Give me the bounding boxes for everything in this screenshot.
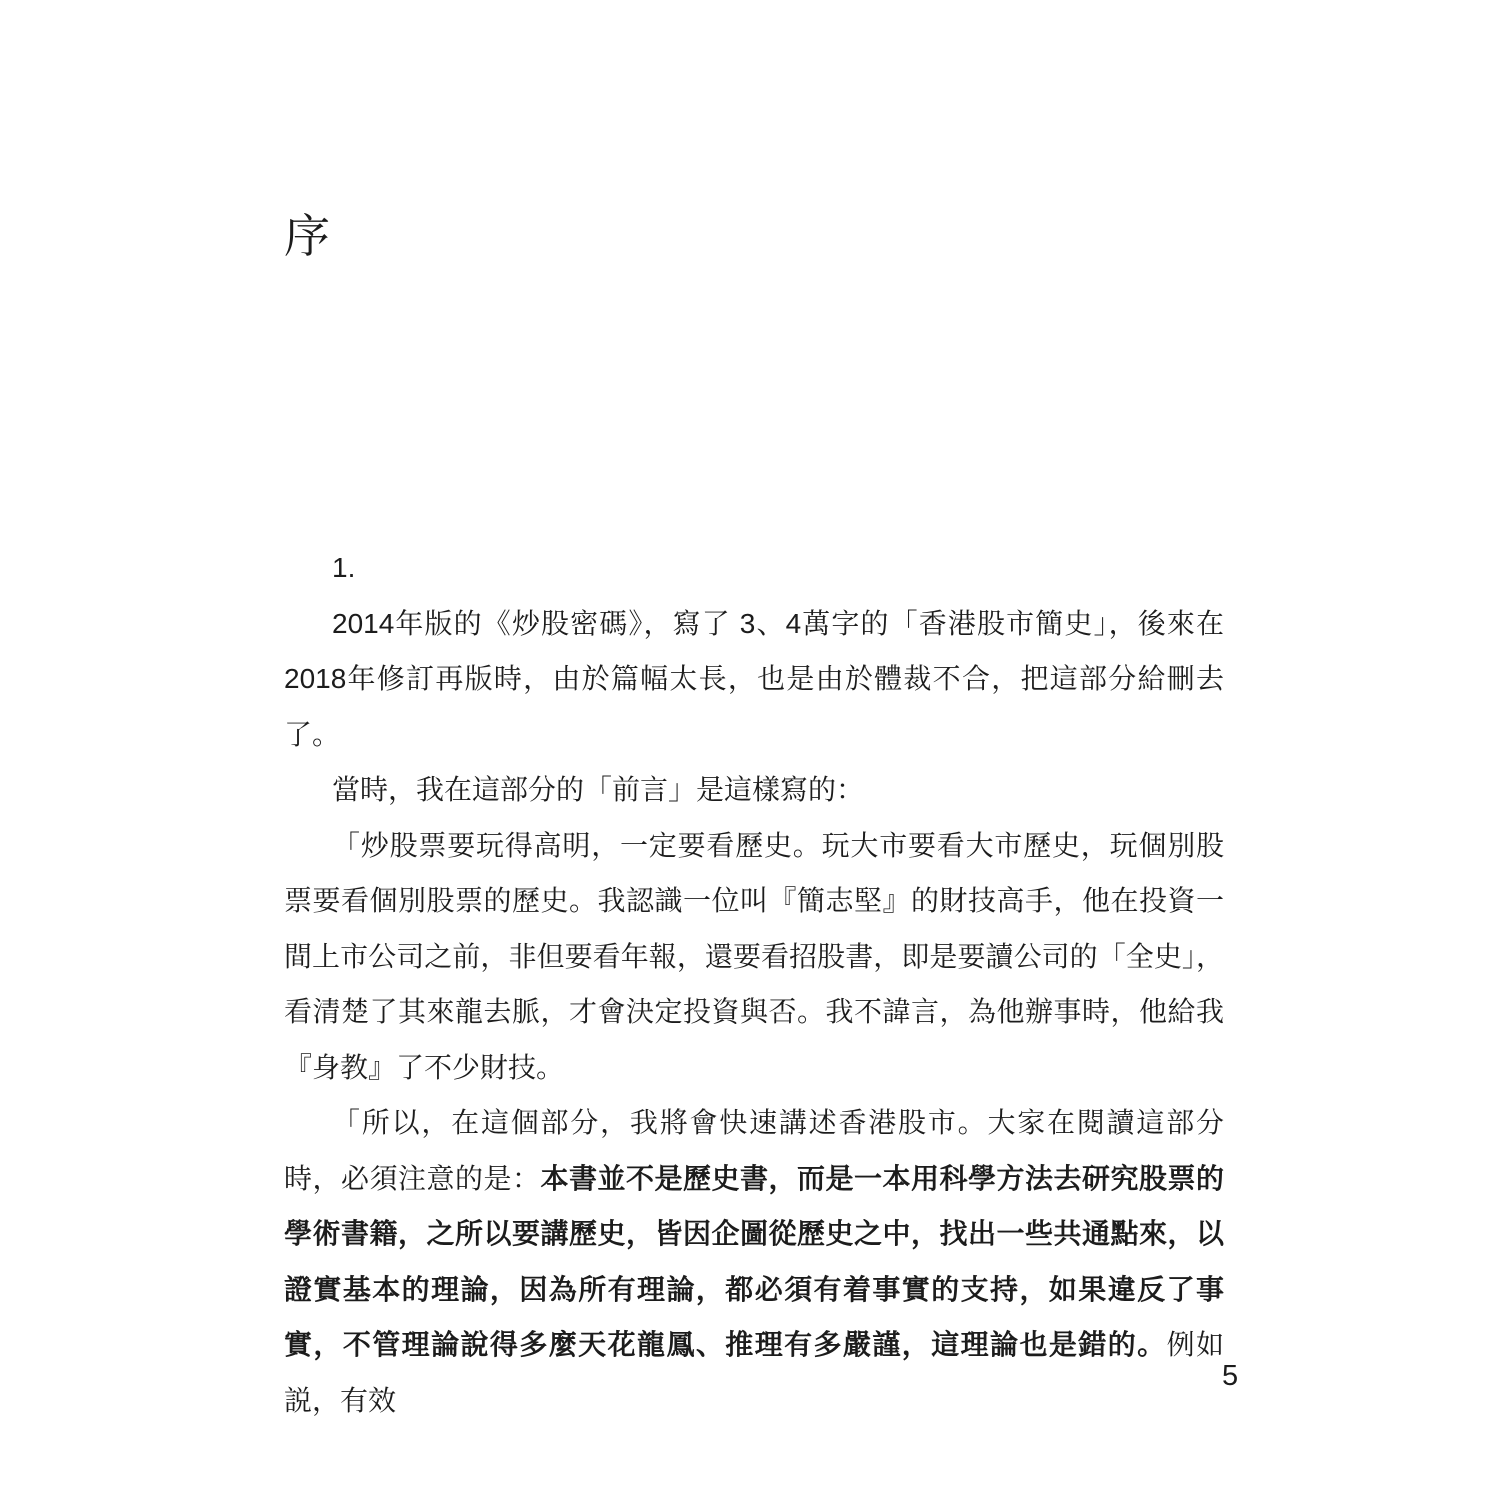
paragraph (284, 1095, 1224, 1428)
text-segment: 例如説，有效 (284, 1329, 1224, 1416)
text-segment-bold: 本書並不是歷史書，而是一本用科學方法去研究股票的學術書籍，之所以要講歷史，皆因企圖從歷史之中，找出一些共通點來，以證實基本的理論，因為所有理論，都必須有着事實的支持，如果違反了事實，不管理論說得多麼天花龍鳳、推理有多嚴謹，這理論也是錯的。 (284, 1162, 1224, 1360)
text-segment: 「所以，在這個部分，我將會快速講述香港股市。大家在閱讀這部分時，必須注意的是： (284, 1107, 1224, 1194)
paragraph (284, 596, 1224, 763)
page-number: 5 (1222, 1360, 1239, 1392)
text-segment: 1. (332, 552, 356, 583)
paragraph (284, 762, 1224, 818)
text-segment: 2014年版的《炒股密碼》，寫了 3、4萬字的「香港股市簡史」，後來在2018年修訂再版時，由於篇幅太長，也是由於體裁不合，把這部分給刪去了。 (284, 607, 1224, 750)
text-segment: 當時，我在這部分的「前言」是這樣寫的： (332, 774, 865, 805)
text-segment: 「炒股票要玩得高明，一定要看歷史。玩大市要看大市歷史，玩個別股票要看個別股票的歷史。我認識一位叫『簡志堅』的財技高手，他在投資一間上市公司之前，非但要看年報，還要看招股書，即是要讀公司的「全史」，看清楚了其來龍去脈，才會決定投資與否。我不諱言，為他辦事時，他給我『身教』了不少財技。 (284, 829, 1224, 1083)
paragraph (284, 540, 1224, 596)
paragraph (284, 818, 1224, 1096)
chapter-title: 序 (284, 210, 332, 262)
body-text (284, 540, 1224, 1428)
